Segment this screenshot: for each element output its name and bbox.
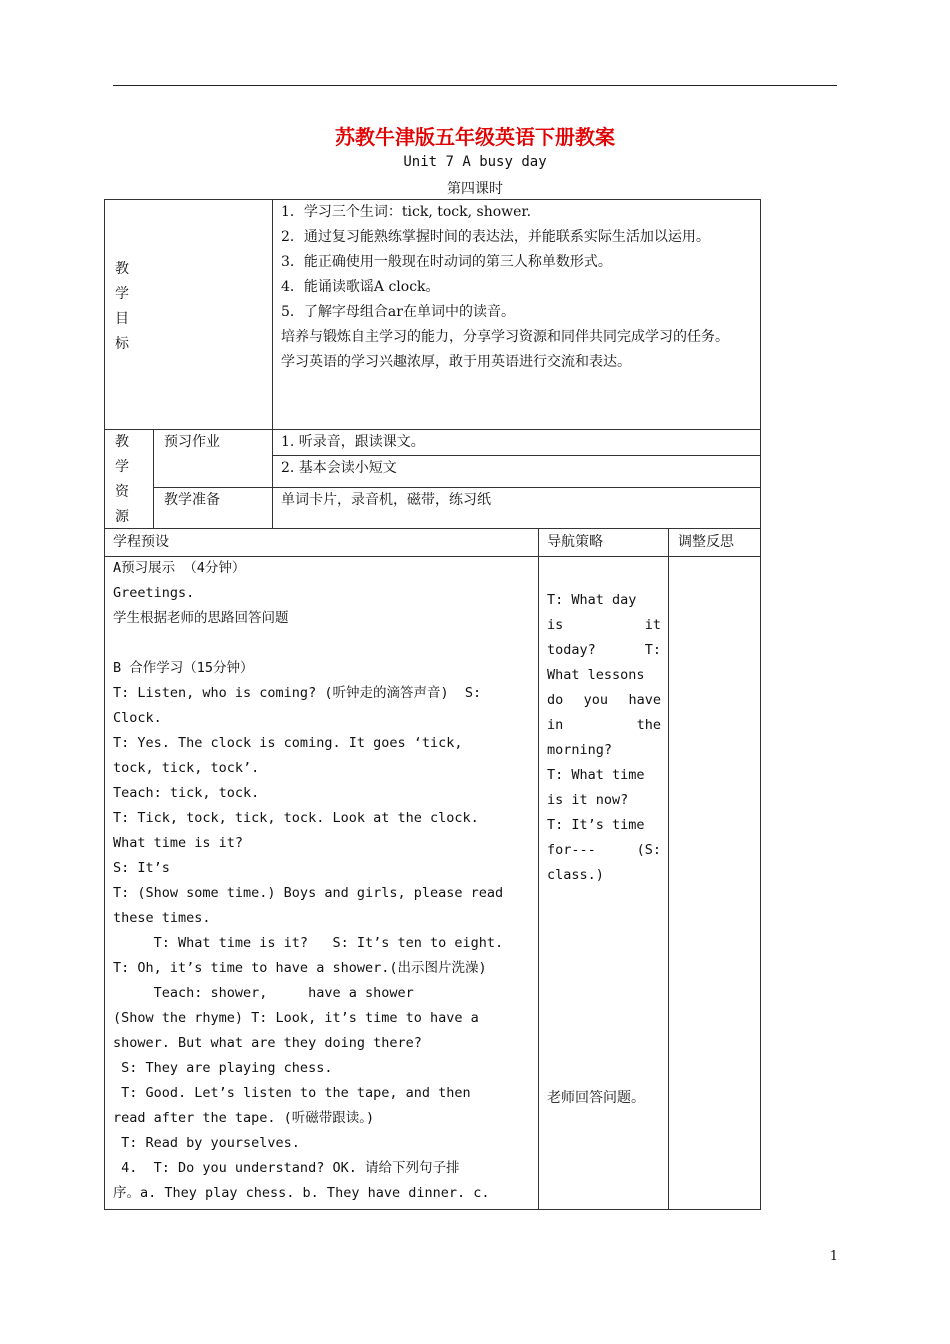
process-line: Teach: shower, have a shower bbox=[113, 985, 414, 1001]
process-body bbox=[113, 556, 531, 1206]
process-line: T: Listen, who is coming? (听钟走的滴答声音) S: bbox=[113, 685, 482, 701]
process-line: shower. But what are they doing there? bbox=[113, 1035, 422, 1051]
strategy-body bbox=[547, 588, 661, 888]
process-line: Clock. bbox=[113, 710, 162, 726]
strategy-line: T: It’s time bbox=[547, 817, 645, 833]
prep-text: 单词卡片，录音机，磁带，练习纸 bbox=[281, 492, 491, 508]
process-line: T: What time is it? S: It’s ten to eight. bbox=[113, 935, 504, 951]
process-line: A预习展示 （4分钟） bbox=[113, 560, 246, 576]
document-title: 苏教牛津版五年级英语下册教案 bbox=[335, 125, 615, 149]
strategy-line: T: What time bbox=[547, 767, 645, 783]
process-line: read after the tape. (听磁带跟读。) bbox=[113, 1110, 375, 1126]
strategy-line: class.) bbox=[547, 867, 604, 883]
process-line: T: Oh, it’s time to have a shower.(出示图片洗澡) bbox=[113, 960, 487, 976]
header-rule bbox=[113, 85, 837, 86]
objective-item: 4．能诵读歌谣A clock。 bbox=[281, 279, 440, 295]
process-line: T: Good. Let’s listen to the tape, and then bbox=[113, 1085, 471, 1101]
prep-label: 教学准备 bbox=[164, 492, 220, 508]
process-line: 4. T: Do you understand? OK. 请给下列句子排 bbox=[113, 1160, 460, 1176]
strategy-line: T: What day bbox=[547, 592, 637, 608]
resources-label: 教 学 资 源 bbox=[115, 434, 129, 525]
objective-item: 5．了解字母组合ar在单词中的读音。 bbox=[281, 304, 515, 320]
strategy-line: is it bbox=[547, 617, 661, 633]
lesson-title: 第四课时 bbox=[447, 181, 503, 197]
process-line: S: They are playing chess. bbox=[113, 1060, 333, 1076]
preview-item: 2. 基本会读小短文 bbox=[281, 460, 397, 476]
objective-item: 3．能正确使用一般现在时动词的第三人称单数形式。 bbox=[281, 254, 612, 270]
strategy-line: What lessons bbox=[547, 667, 645, 683]
objective-item: 培养与锻炼自主学习的能力，分享学习资源和同伴共同完成学习的任务。 bbox=[281, 329, 729, 345]
unit-title: Unit 7 A busy day bbox=[403, 154, 547, 170]
page-number: 1 bbox=[829, 1249, 838, 1264]
strategy-line: today? T: bbox=[547, 642, 661, 658]
process-line: these times. bbox=[113, 910, 211, 926]
process-header: 学程预设 bbox=[113, 534, 169, 550]
process-line: 序。a. They play chess. b. They have dinner. c. bbox=[113, 1185, 490, 1201]
process-line: (Show the rhyme) T: Look, it’s time to have a bbox=[113, 1010, 479, 1026]
process-line: T: (Show some time.) Boys and girls, please read bbox=[113, 885, 504, 901]
strategy-line: morning? bbox=[547, 742, 613, 758]
process-line: S: It’s bbox=[113, 860, 170, 876]
objectives-label: 教 学 目 标 bbox=[115, 261, 129, 352]
process-line: tock, tick, tock’. bbox=[113, 760, 260, 776]
process-line: B 合作学习（15分钟） bbox=[113, 660, 254, 676]
strategy-line: for--- (S: bbox=[547, 842, 661, 858]
process-line: T: Yes. The clock is coming. It goes ‘tick, bbox=[113, 735, 463, 751]
strategy-line: is it now? bbox=[547, 792, 629, 808]
process-line: What time is it? bbox=[113, 835, 244, 851]
strategy-note: 老师回答问题。 bbox=[547, 1090, 645, 1106]
objective-item: 2．通过复习能熟练掌握时间的表达法，并能联系实际生活加以运用。 bbox=[281, 229, 710, 245]
strategy-line: do you have bbox=[547, 692, 661, 708]
process-line: Greetings. bbox=[113, 585, 195, 601]
process-line: T: Tick, tock, tick, tock. Look at the clock. bbox=[113, 810, 479, 826]
objective-item: 学习英语的学习兴趣浓厚，敢于用英语进行交流和表达。 bbox=[281, 354, 631, 370]
reflection-header: 调整反思 bbox=[678, 534, 734, 550]
strategy-header: 导航策略 bbox=[547, 534, 603, 550]
process-line: T: Read by yourselves. bbox=[113, 1135, 300, 1151]
preview-item: 1. 听录音，跟读课文。 bbox=[281, 434, 425, 450]
objective-item: 1．学习三个生词：tick, tock, shower. bbox=[281, 204, 532, 220]
strategy-line: in the bbox=[547, 717, 661, 733]
preview-label: 预习作业 bbox=[164, 434, 220, 450]
process-line: Teach: tick, tock. bbox=[113, 785, 260, 801]
process-line: 学生根据老师的思路回答问题 bbox=[113, 610, 289, 626]
process-line bbox=[113, 631, 531, 656]
objectives-list bbox=[281, 200, 754, 375]
